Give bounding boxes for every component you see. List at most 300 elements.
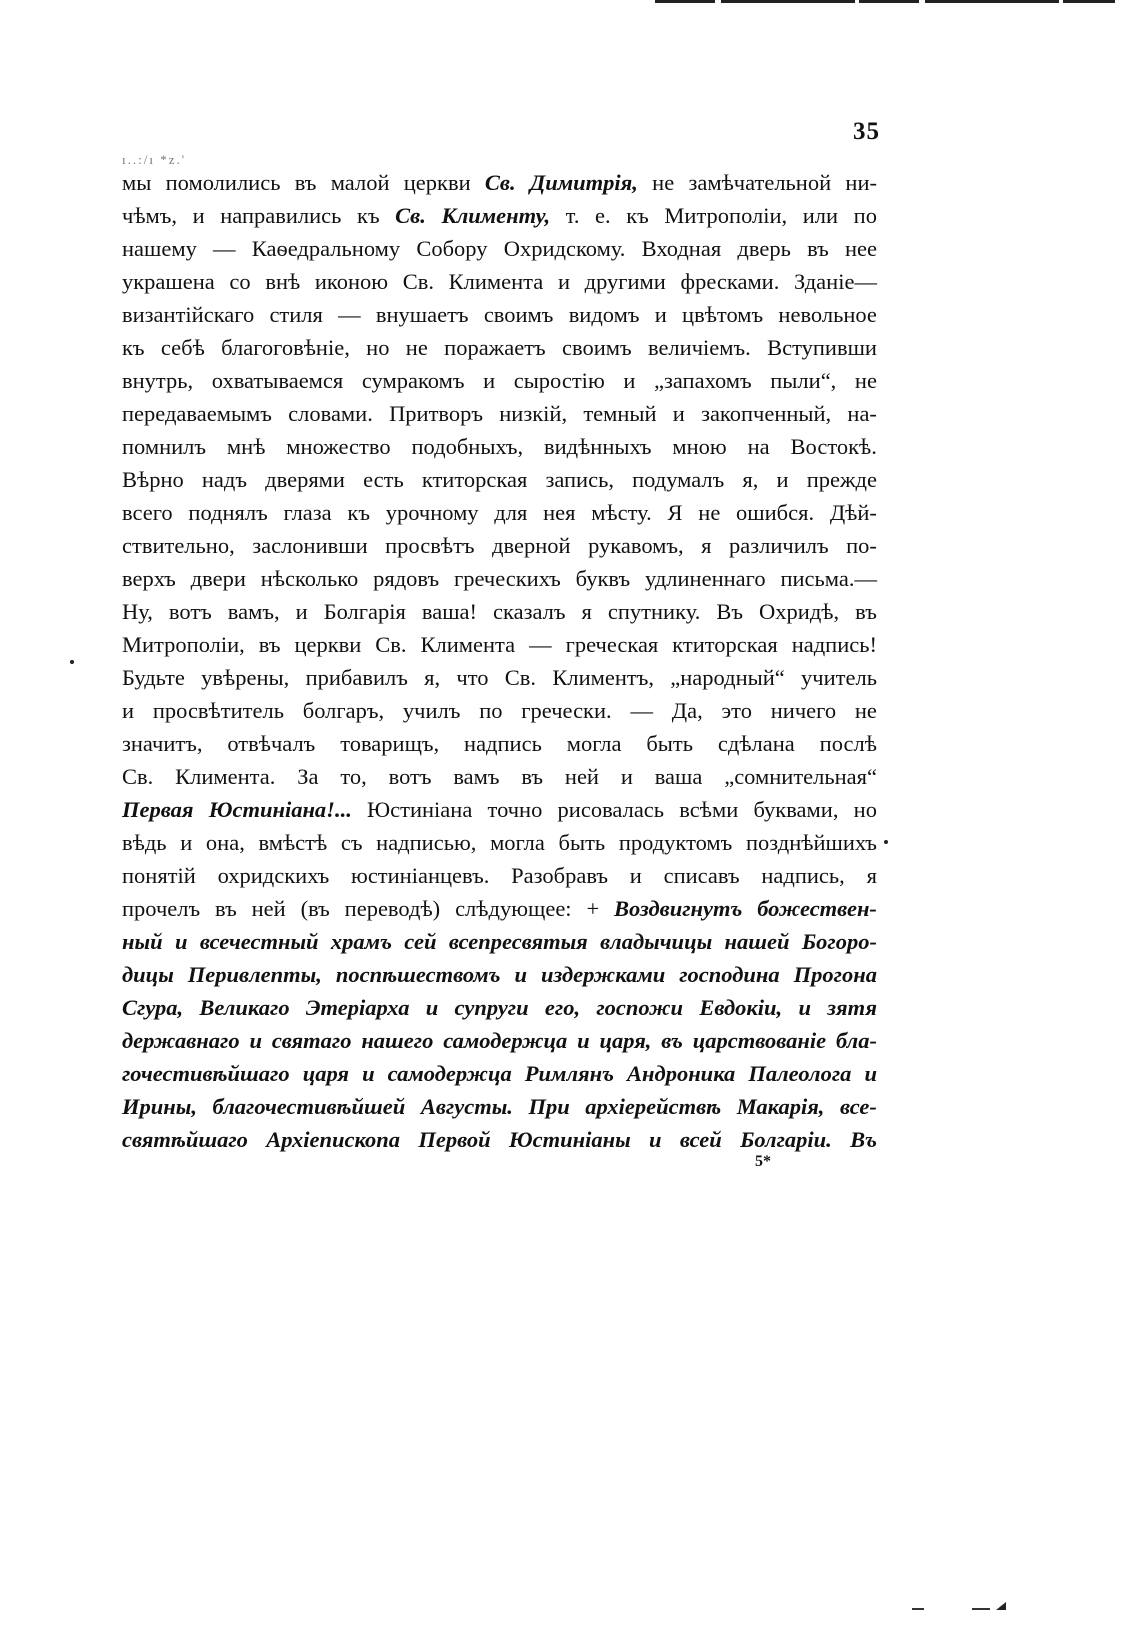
word: Охридскому. <box>503 236 626 261</box>
word: письма.— <box>780 566 877 591</box>
word: божествен- <box>757 896 877 921</box>
text-line <box>122 760 877 793</box>
word: мнѣ <box>226 434 266 459</box>
word: есть <box>363 467 404 492</box>
word: внѣ <box>265 269 301 294</box>
word: всепресвятыя <box>448 929 588 954</box>
word: нее <box>844 236 877 261</box>
word: позднѣйшихъ <box>745 830 877 855</box>
text-line <box>122 1123 877 1156</box>
word: царствованіе <box>692 1028 827 1053</box>
word: переводѣ) <box>344 896 441 921</box>
word: Св. <box>402 269 434 294</box>
word: Входная <box>641 236 722 261</box>
word: — <box>630 698 653 723</box>
text-line <box>122 562 877 595</box>
word: буквами, <box>753 797 839 822</box>
word: Климента <box>448 269 544 294</box>
word: и <box>654 302 667 327</box>
word: чѣмъ, <box>122 203 178 228</box>
text-line <box>122 397 877 430</box>
word: Августы. <box>420 1094 513 1119</box>
word: Римлянъ <box>524 1061 614 1086</box>
word: дицы <box>122 962 174 987</box>
word: Я <box>667 500 683 525</box>
word: поражаетъ <box>444 335 546 360</box>
text-line <box>122 463 877 496</box>
text-line <box>122 991 877 1024</box>
word: другими <box>584 269 666 294</box>
word: урочному <box>385 500 479 525</box>
word: Архіепископа <box>266 1127 401 1152</box>
text-line <box>122 826 877 859</box>
word: Св. <box>375 632 407 657</box>
word: Зданіе— <box>794 269 877 294</box>
word: сдѣлана <box>717 731 795 756</box>
word: Будьте <box>122 665 185 690</box>
word: Да, <box>671 698 703 723</box>
word: понятій <box>122 863 196 888</box>
word: то, <box>340 764 367 789</box>
word: Клименту, <box>441 203 551 228</box>
word: мы <box>122 170 152 195</box>
word: Первой <box>418 1127 491 1152</box>
word: и <box>514 962 527 987</box>
word: все- <box>839 1094 877 1119</box>
word: дверной <box>492 533 571 558</box>
word: подумалъ <box>632 467 725 492</box>
word: греческая <box>565 632 659 657</box>
word: Митрополіи, <box>664 203 788 228</box>
word: дверь <box>737 236 791 261</box>
word: но <box>853 797 877 822</box>
word: и <box>629 863 642 888</box>
word: Палеолога <box>748 1061 852 1086</box>
word: списавъ <box>663 863 740 888</box>
text-line <box>122 529 877 562</box>
word: своимъ <box>562 335 632 360</box>
word: спутнику. <box>607 599 701 624</box>
word: Ну, <box>122 599 153 624</box>
word: въ <box>661 1028 683 1053</box>
word: по- <box>846 533 877 558</box>
word: Андроника <box>627 1061 736 1086</box>
word: училъ <box>402 698 461 723</box>
word: ни- <box>845 170 877 195</box>
word: Болгаріи. <box>740 1127 832 1152</box>
word: прибавилъ <box>305 665 408 690</box>
word: нашей <box>724 929 790 954</box>
text-line <box>122 1057 877 1090</box>
word: Востокѣ. <box>790 434 877 459</box>
word: поднялъ <box>188 500 268 525</box>
marginal-handwritten-mark: ı..:/ı *z.' <box>122 152 187 167</box>
word: глаза <box>283 500 332 525</box>
word: отвѣчалъ <box>227 731 316 756</box>
word: Климента <box>420 632 516 657</box>
word: и <box>180 830 193 855</box>
word: всечестный <box>199 929 319 954</box>
word: царя <box>302 1061 349 1086</box>
word: греческихъ <box>454 566 561 591</box>
word: но <box>366 335 390 360</box>
word: вмѣстѣ <box>258 830 328 855</box>
word: и <box>798 995 811 1020</box>
text-line <box>122 496 877 529</box>
word: прежде <box>806 467 877 492</box>
word: Притворъ <box>389 401 484 426</box>
word: ничего <box>770 698 837 723</box>
word: Перивлепты, <box>187 962 322 987</box>
text-line <box>122 628 877 661</box>
word: и <box>557 269 570 294</box>
word: помнилъ <box>122 434 207 459</box>
word: видомъ <box>568 302 640 327</box>
word: Великаго <box>199 995 290 1020</box>
word: Воздвигнутъ <box>614 896 743 921</box>
word: всѣми <box>679 797 739 822</box>
word: + <box>586 896 600 921</box>
word: замѣчательной <box>688 170 832 195</box>
text-line <box>122 595 877 628</box>
word: удлиненнаго <box>645 566 766 591</box>
word: — <box>213 236 236 261</box>
word: Этеріарха <box>305 995 410 1020</box>
body-text <box>122 166 877 1156</box>
word: (въ <box>300 896 330 921</box>
word: вамъ <box>453 764 500 789</box>
word: для <box>494 500 528 525</box>
word: нашему <box>122 236 197 261</box>
word: цвѣтомъ <box>682 302 764 327</box>
word: и <box>362 1061 375 1086</box>
word: гочестивѣйшаго <box>122 1061 290 1086</box>
word: я <box>701 533 712 558</box>
word: Св. <box>395 203 426 228</box>
word: Св. <box>484 170 516 195</box>
word: ошибся. <box>736 500 815 525</box>
word: различилъ <box>729 533 829 558</box>
word: не <box>698 500 721 525</box>
word: нашего <box>361 1028 434 1053</box>
word: церкви <box>294 632 362 657</box>
word: фресками. <box>680 269 780 294</box>
text-line <box>122 232 877 265</box>
word: надписью, <box>376 830 477 855</box>
word: закопченный, <box>701 401 832 426</box>
text-line <box>122 430 877 463</box>
word: поспѣшествомъ <box>335 962 501 987</box>
word: въ <box>855 599 877 624</box>
word: Въ <box>716 599 744 624</box>
word: передаваемымъ <box>122 401 272 426</box>
word: это <box>721 698 752 723</box>
word: къ <box>357 203 380 228</box>
word: и <box>577 1028 590 1053</box>
text-line <box>122 1024 877 1057</box>
word: Митрополіи, <box>122 632 245 657</box>
word: по <box>479 698 503 723</box>
word: дверями <box>265 467 345 492</box>
word: святаго <box>271 1028 352 1053</box>
word: увѣрены, <box>201 665 290 690</box>
word: ный <box>122 929 163 954</box>
word: Св. <box>122 764 154 789</box>
word: къ <box>122 335 145 360</box>
word: заслонивши <box>252 533 368 558</box>
stray-dot <box>70 660 74 664</box>
word: благоговѣніе, <box>221 335 350 360</box>
word: владычицы <box>600 929 713 954</box>
stray-dot <box>884 840 888 844</box>
text-line <box>122 166 877 199</box>
word: и <box>295 599 308 624</box>
word: благочестивѣйшей <box>212 1094 406 1119</box>
bottom-scan-marks <box>912 1608 1012 1612</box>
word: храмъ <box>330 929 392 954</box>
word: что <box>456 665 489 690</box>
word: надпись! <box>791 632 877 657</box>
word: Юстиніаны <box>508 1127 631 1152</box>
word: „запахомъ <box>653 368 752 393</box>
word: ней <box>251 896 286 921</box>
word: Богоро- <box>801 929 877 954</box>
word: Прогона <box>793 962 877 987</box>
word: мною <box>672 434 727 459</box>
word: супруги <box>454 995 529 1020</box>
word: ктиторская <box>672 632 778 657</box>
word: надпись, <box>761 863 845 888</box>
word: малой <box>330 170 390 195</box>
word: послѣ <box>819 731 877 756</box>
word: нѣсколько <box>260 566 359 591</box>
word: надъ <box>201 467 248 492</box>
word: ваша! <box>421 599 477 624</box>
word: я, <box>742 467 759 492</box>
word: точно <box>487 797 543 822</box>
word: въ <box>521 764 544 789</box>
text-line <box>122 925 877 958</box>
word: просвѣтитель <box>152 698 284 723</box>
word: святѣйшаго <box>122 1127 248 1152</box>
word: внутрь, <box>122 368 194 393</box>
word: рисовалась <box>557 797 665 822</box>
word: ствительно, <box>122 533 235 558</box>
word: продуктомъ <box>618 830 733 855</box>
word: и <box>249 1028 262 1053</box>
text-line <box>122 331 877 364</box>
word: Сгура, <box>122 995 184 1020</box>
word: Болгарія <box>323 599 406 624</box>
word: и <box>776 467 789 492</box>
word: сказалъ <box>493 599 566 624</box>
word: Собору <box>416 236 488 261</box>
word: охватываемся <box>211 368 344 393</box>
word: зятя <box>827 995 877 1020</box>
text-line <box>122 661 877 694</box>
word: и <box>623 368 636 393</box>
word: Юстиніана!... <box>208 797 352 822</box>
word: мѣсту. <box>591 500 652 525</box>
word: и <box>864 1061 877 1086</box>
word: въ <box>294 170 317 195</box>
word: и <box>192 203 205 228</box>
word: — <box>529 632 552 657</box>
word: могла <box>566 731 622 756</box>
word: самодержца <box>387 1061 512 1086</box>
word: Ирины, <box>122 1094 197 1119</box>
page-number: 35 <box>853 118 880 145</box>
word: сыростію <box>513 368 605 393</box>
word: ней <box>564 764 599 789</box>
word: со <box>229 269 251 294</box>
word: и <box>425 995 439 1020</box>
word: Св. <box>504 665 537 690</box>
word: и <box>174 929 188 954</box>
word: направились <box>220 203 342 228</box>
word: я <box>581 599 592 624</box>
text-line <box>122 892 877 925</box>
top-edge-rule <box>655 0 1115 3</box>
word: низкій, <box>499 401 568 426</box>
word: Вступивши <box>767 335 877 360</box>
word: темный <box>583 401 657 426</box>
word: не <box>652 170 675 195</box>
word: Каѳедральному <box>251 236 401 261</box>
text-line <box>122 958 877 991</box>
word: своимъ <box>483 302 554 327</box>
word: множество <box>286 434 391 459</box>
word: къ <box>347 500 370 525</box>
word: охридскихъ <box>217 863 330 888</box>
word: верхъ <box>122 566 176 591</box>
word: невольное <box>778 302 877 327</box>
word: учитель <box>801 665 877 690</box>
word: нея <box>543 500 576 525</box>
word: архіерействѣ <box>585 1094 722 1119</box>
word: самодержца <box>443 1028 568 1053</box>
word: величіемъ. <box>647 335 751 360</box>
word: не <box>405 335 428 360</box>
word: „сомнительная“ <box>724 764 877 789</box>
text-line <box>122 793 877 826</box>
word: „народный“ <box>670 665 785 690</box>
word: въ <box>258 632 281 657</box>
word: или <box>802 203 839 228</box>
word: Вѣрно <box>122 467 184 492</box>
word: всей <box>679 1127 722 1152</box>
word: вотъ <box>168 599 212 624</box>
word: — <box>338 302 361 327</box>
word: себѣ <box>160 335 205 360</box>
word: слѣдующее: <box>455 896 572 921</box>
word: запись, <box>545 467 614 492</box>
text-line <box>122 727 877 760</box>
word: его, <box>544 995 581 1020</box>
word: словами. <box>288 401 373 426</box>
word: Климента. <box>175 764 276 789</box>
word: значитъ, <box>122 731 203 756</box>
word: иконою <box>314 269 389 294</box>
word: пыли“, <box>770 368 837 393</box>
word: на <box>747 434 770 459</box>
word: могла <box>490 830 545 855</box>
word: рядовъ <box>373 566 440 591</box>
word: съ <box>340 830 363 855</box>
text-line <box>122 265 877 298</box>
word: За <box>297 764 319 789</box>
word: ктиторская <box>421 467 528 492</box>
word: всего <box>122 500 173 525</box>
word: товарищъ, <box>340 731 440 756</box>
signature-mark: 5* <box>755 1153 771 1170</box>
word: внушаетъ <box>375 302 469 327</box>
word: Евдокіи, <box>699 995 783 1020</box>
word: и <box>122 698 135 723</box>
word: госпожи <box>596 995 684 1020</box>
word: помолились <box>165 170 281 195</box>
word: е. <box>595 203 611 228</box>
text-line <box>122 859 877 892</box>
word: вѣдь <box>122 830 167 855</box>
text-line <box>122 298 877 331</box>
word: юстиніанцевъ. <box>351 863 490 888</box>
word: и <box>649 1127 662 1152</box>
word: Юстиніана <box>367 797 473 822</box>
word: видѣнныхъ <box>543 434 652 459</box>
text-line <box>122 199 877 232</box>
word: Макарія, <box>736 1094 825 1119</box>
word: просвѣтъ <box>385 533 475 558</box>
word: стиля <box>269 302 323 327</box>
word: вамъ, <box>227 599 280 624</box>
text-line <box>122 694 877 727</box>
word: подобныхъ, <box>411 434 524 459</box>
word: и <box>672 401 685 426</box>
word: т. <box>565 203 580 228</box>
word: Дѣй- <box>829 500 877 525</box>
word: не <box>854 698 877 723</box>
word: болгаръ, <box>302 698 385 723</box>
word: я <box>866 863 877 888</box>
word: царя, <box>599 1028 652 1053</box>
word: сей <box>404 929 437 954</box>
word: надпись <box>464 731 542 756</box>
word: Климентъ, <box>552 665 654 690</box>
word: вотъ <box>388 764 432 789</box>
word: сумракомъ <box>361 368 465 393</box>
word: въ <box>215 896 237 921</box>
word: державнаго <box>122 1028 240 1053</box>
word: и <box>483 368 496 393</box>
word: она, <box>205 830 245 855</box>
word: къ <box>626 203 649 228</box>
text-line <box>122 364 877 397</box>
word: быть <box>646 731 694 756</box>
word: быть <box>558 830 606 855</box>
word: господина <box>679 962 780 987</box>
word: на- <box>847 401 877 426</box>
word: по <box>853 203 877 228</box>
text-line <box>122 1090 877 1123</box>
word: двери <box>190 566 246 591</box>
word: гречески. <box>521 698 612 723</box>
word: При <box>528 1094 570 1119</box>
word: украшена <box>122 269 215 294</box>
word: церкви <box>403 170 471 195</box>
word: бла- <box>836 1028 877 1053</box>
word: я, <box>424 665 441 690</box>
